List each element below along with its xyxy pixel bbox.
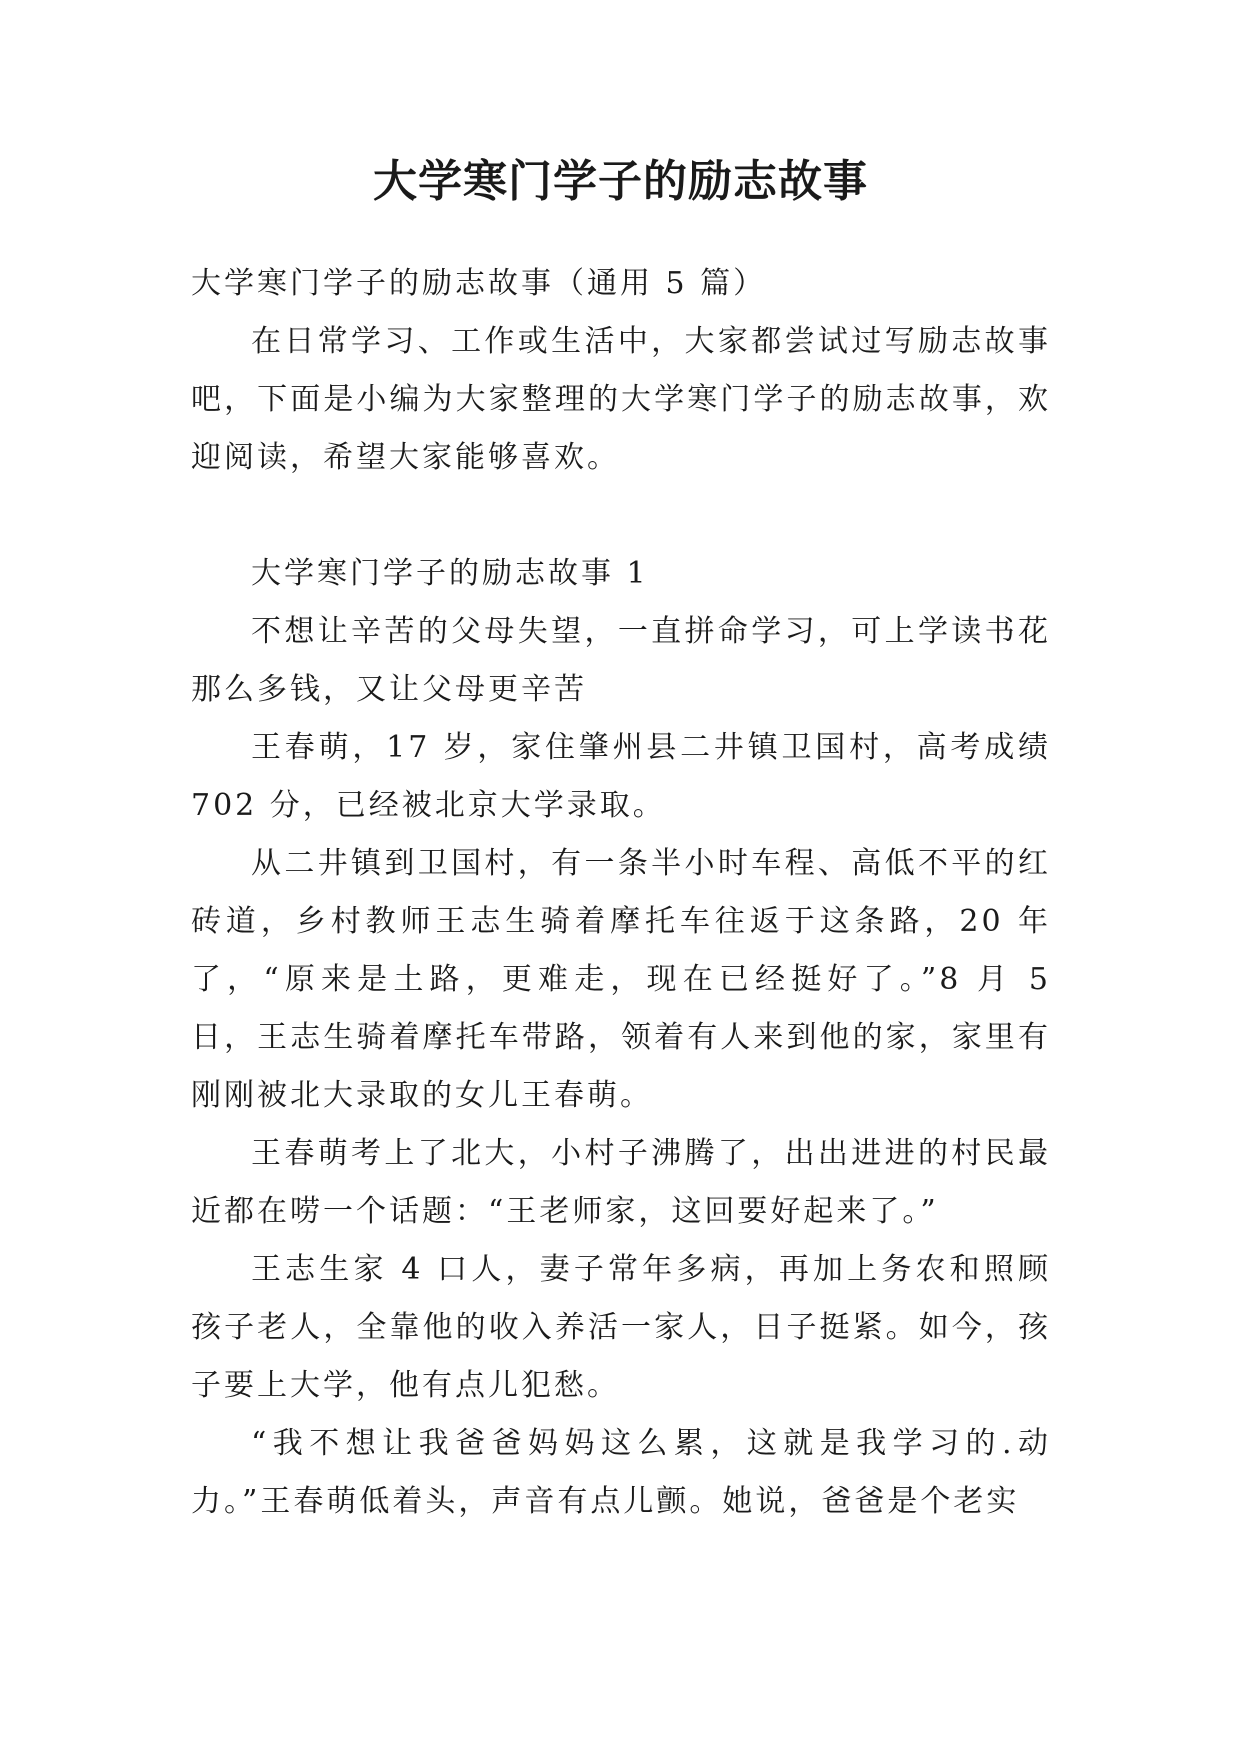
body-paragraph-1: 不想让辛苦的父母失望，一直拼命学习，可上学读书花那么多钱，又让父母更辛苦 xyxy=(191,614,1051,707)
body-paragraph-3: 从二井镇到卫国村，有一条半小时车程、高低不平的红砖道，乡村教师王志生骑着摩托车往返于这条路，20 年了，“原来是土路，更难走，现在已经挺好了。”8 月 5 日，王志生骑着摩托车带路，领着有人来到他的家，家里有刚刚被北大录取的女儿王春萌。 xyxy=(191,846,1051,1113)
document-body xyxy=(191,255,1051,1531)
body-paragraph-4: 王春萌考上了北大，小村子沸腾了，出出进进的村民最近都在唠一个话题：“王老师家，这回要好起来了。” xyxy=(191,1136,1051,1229)
body-paragraph-6: “我不想让我爸爸妈妈这么累，这就是我学习的.动力。”王春萌低着头，声音有点儿颤。她说，爸爸是个老实 xyxy=(191,1426,1051,1519)
body-paragraph-2: 王春萌，17 岁，家住肇州县二井镇卫国村，高考成绩 702 分，已经被北京大学录取。 xyxy=(191,730,1051,823)
paragraph-spacer xyxy=(191,487,1051,545)
section-heading: 大学寒门学子的励志故事 1 xyxy=(251,556,649,591)
document-title: 大学寒门学子的励志故事 xyxy=(373,156,868,207)
intro-paragraph: 在日常学习、工作或生活中，大家都尝试过写励志故事吧，下面是小编为大家整理的大学寒门学子的励志故事，欢迎阅读，希望大家能够喜欢。 xyxy=(191,324,1051,475)
document-subtitle: 大学寒门学子的励志故事（通用 5 篇） xyxy=(191,266,767,301)
body-paragraph-5: 王志生家 4 口人，妻子常年多病，再加上务农和照顾孩子老人，全靠他的收入养活一家人，日子挺紧。如今，孩子要上大学，他有点儿犯愁。 xyxy=(191,1252,1051,1403)
